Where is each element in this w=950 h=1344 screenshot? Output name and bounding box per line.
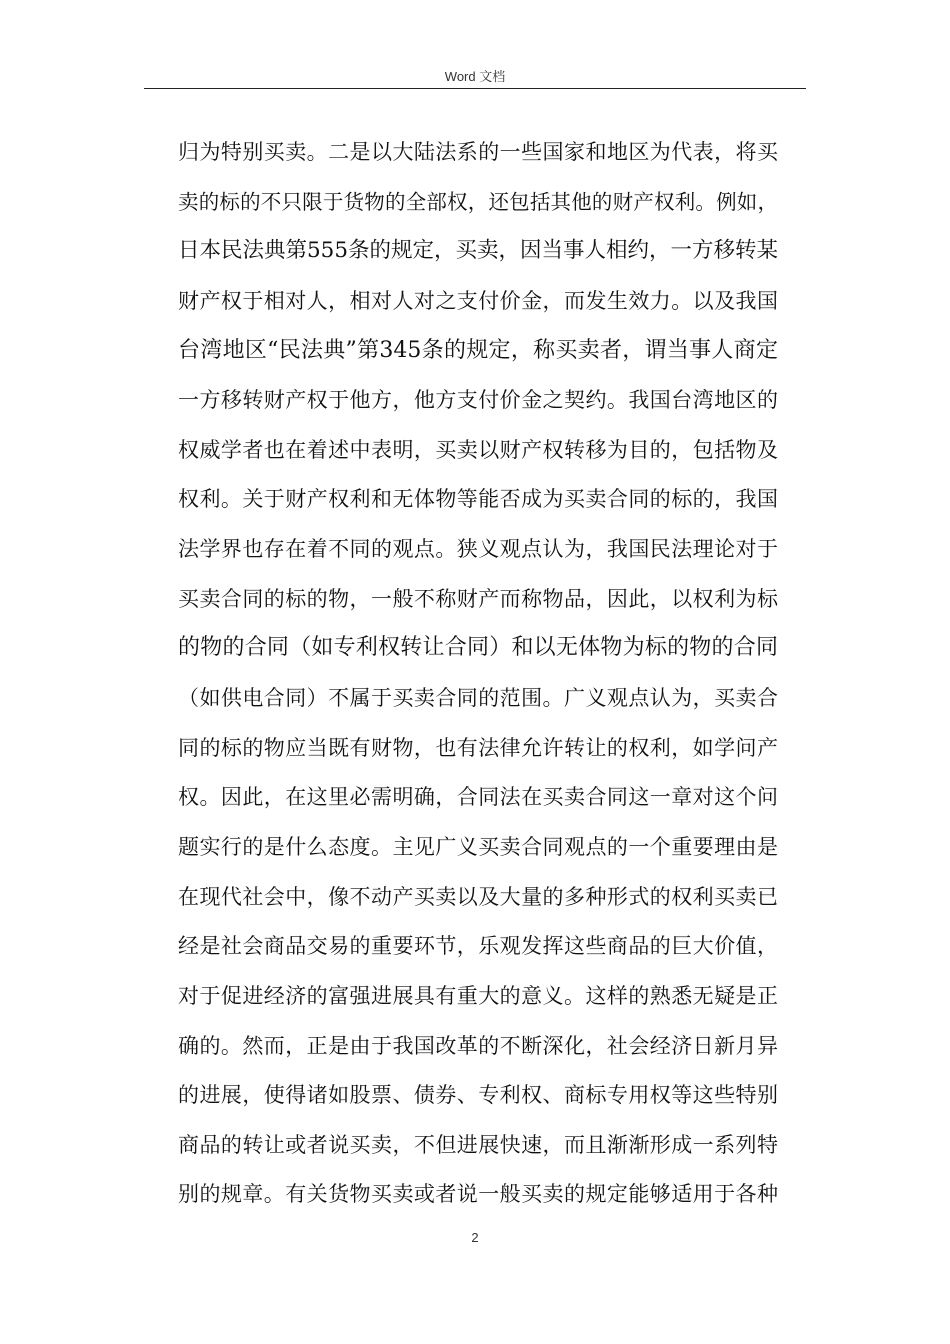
text-line: 权。因此，在这里必需明确，合同法在买卖合同这一章对这个问 <box>178 785 778 810</box>
text-line: 对于促进经济的富强进展具有重大的意义。这样的熟悉无疑是正 <box>178 983 778 1008</box>
text-line: 确的。然而，正是由于我国改革的不断深化，社会经济日新月异 <box>178 1033 778 1058</box>
text-line: 权威学者也在着述中表明，买卖以财产权转移为目的，包括物及 <box>178 437 778 462</box>
text-line: 财产权于相对人，相对人对之支付价金，而发生效力。以及我国 <box>178 288 778 313</box>
text-line: 的物的合同（如专利权转让合同）和以无体物为标的物的合同 <box>178 635 778 661</box>
text-line: 台湾地区“民法典”第345条的规定，称买卖者，谓当事人商定 <box>178 337 778 363</box>
text-line: 别的规章。有关货物买卖或者说一般买卖的规定能够适用于各种 <box>178 1182 778 1207</box>
text-line: （如供电合同）不属于买卖合同的范围。广义观点认为，买卖合 <box>178 686 778 711</box>
text-line: 日本民法典第555条的规定，买卖，因当事人相约，一方移转某 <box>178 238 779 264</box>
body-text <box>178 132 778 1224</box>
text-line: 归为特别买卖。二是以大陆法系的一些国家和地区为代表，将买 <box>178 140 778 164</box>
page-number: 2 <box>471 1230 479 1245</box>
text-line: 买卖合同的标的物，一般不称财产而称物品，因此，以权利为标 <box>178 586 778 611</box>
text-line: 的进展，使得诸如股票、债券、专利权、商标专用权等这些特别 <box>178 1083 778 1108</box>
page-header: Word 文档 <box>444 69 506 84</box>
text-line: 权利。关于财产权利和无体物等能否成为买卖合同的标的，我国 <box>178 487 778 512</box>
text-line: 一方移转财产权于他方，他方支付价金之契约。我国台湾地区的 <box>178 388 778 413</box>
header-divider <box>144 88 806 89</box>
text-line: 题实行的是什么态度。主见广义买卖合同观点的一个重要理由是 <box>178 834 778 859</box>
text-line: 卖的标的不只限于货物的全部权，还包括其他的财产权利。例如， <box>178 189 778 214</box>
text-line: 法学界也存在着不同的观点。狭义观点认为，我国民法理论对于 <box>178 537 778 562</box>
text-line: 经是社会商品交易的重要环节，乐观发挥这些商品的巨大价值， <box>178 934 778 959</box>
text-line: 商品的转让或者说买卖，不但进展快速，而且渐渐形成一系列特 <box>178 1132 778 1157</box>
text-line: 在现代社会中，像不动产买卖以及大量的多种形式的权利买卖已 <box>178 884 778 909</box>
text-line: 同的标的物应当既有财物，也有法律允许转让的权利，如学问产 <box>178 735 778 760</box>
